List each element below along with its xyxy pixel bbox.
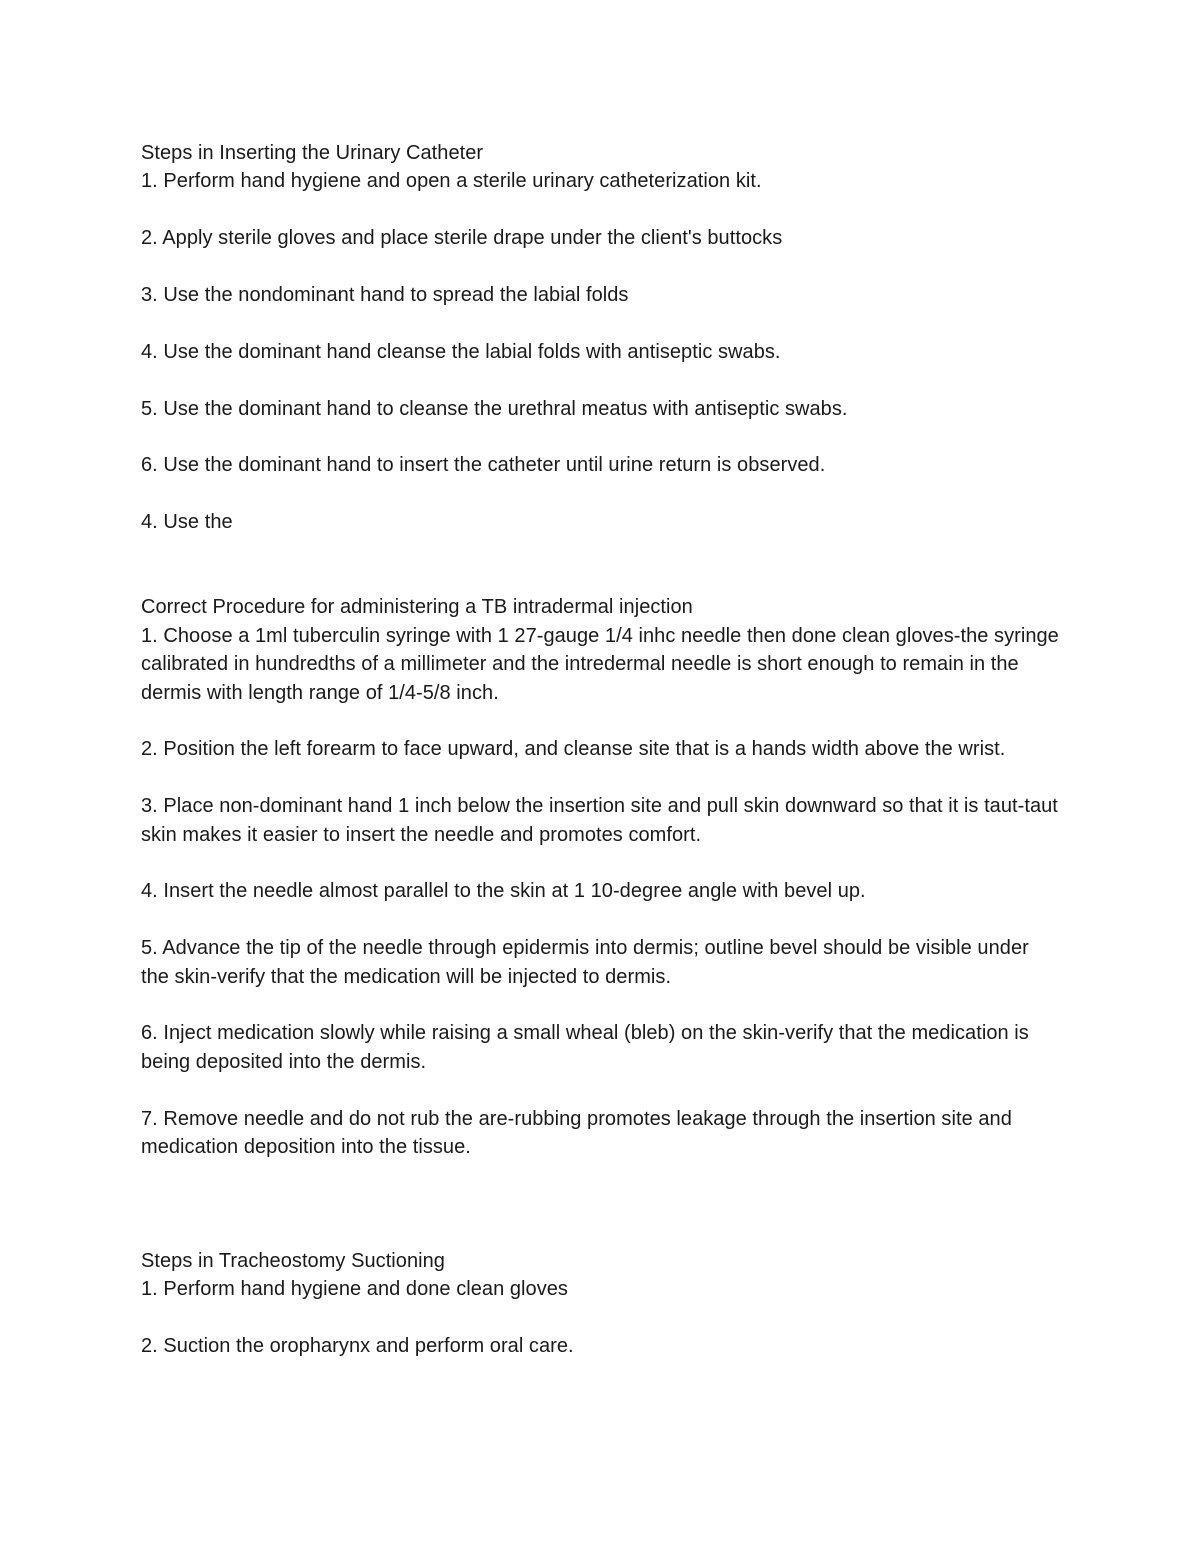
step-item: 1. Perform hand hygiene and done clean gloves [141, 1278, 568, 1301]
step-item: 1. Perform hand hygiene and open a sterile urinary catheterization kit. [141, 170, 762, 193]
section-tracheostomy-suctioning [141, 1247, 1061, 1361]
step-item: 5. Use the dominant hand to cleanse the urethral meatus with antiseptic swabs. [141, 397, 848, 420]
step-item: 4. Use the [141, 511, 233, 534]
step-item: 2. Suction the oropharynx and perform oral care. [141, 1334, 574, 1357]
step-item: 4. Use the dominant hand cleanse the labial folds with antiseptic swabs. [141, 340, 781, 363]
step-item: 3. Place non-dominant hand 1 inch below the insertion site and pull skin downward so that it is taut-taut skin makes it easier to insert the needle and promotes comfort. [141, 795, 1064, 846]
section-tb-injection [141, 593, 1065, 1161]
step-item: 6. Use the dominant hand to insert the catheter until urine return is observed. [141, 454, 826, 477]
step-item: 7. Remove needle and do not rub the are-rubbing promotes leakage through the insertion site and medication deposition into the tissue. [141, 1107, 1018, 1159]
step-item: 1. Choose a 1ml tuberculin syringe with 1 27-gauge 1/4 inhc needle then done clean gloves-the syringe calibrated in hundredths of a millimeter and the intredermal needle is short enough to remain in the dermis with length range of 1/4-5/8 inch. [141, 624, 1065, 704]
step-item: 2. Apply sterile gloves and place sterile drape under the client's buttocks [141, 227, 783, 250]
step-item: 3. Use the nondominant hand to spread the labial folds [141, 284, 629, 306]
section-title: Steps in Tracheostomy Suctioning [141, 1249, 445, 1272]
section-title: Correct Procedure for administering a TB intradermal injection [141, 596, 693, 619]
step-item: 5. Advance the tip of the needle through epidermis into dermis; outline bevel should be visible under the skin-verify that the medication will be injected to dermis. [141, 937, 1035, 988]
step-item: 2. Position the left forearm to face upward, and cleanse site that is a hands width above the wrist. [141, 738, 1006, 761]
document-body [141, 139, 1065, 1360]
section-title: Steps in Inserting the Urinary Catheter [141, 142, 484, 164]
step-item: 6. Inject medication slowly while raising a small wheal (bleb) on the skin-verify that the medication is being deposited into the dermis. [141, 1022, 1035, 1073]
section-urinary-catheter [141, 139, 1061, 537]
step-item: 4. Insert the needle almost parallel to the skin at 1 10-degree angle with bevel up. [141, 880, 866, 903]
